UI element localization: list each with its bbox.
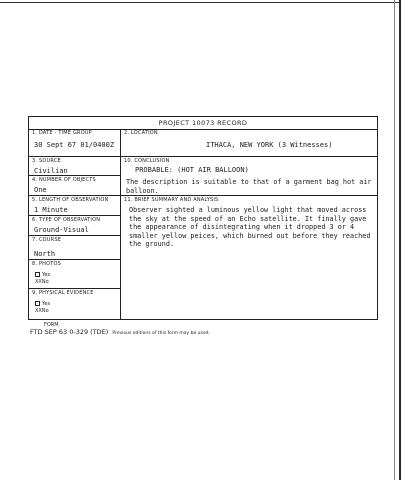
photos-no-option [29,279,120,286]
course-value: North [34,250,56,258]
date-time-group-label: 1. DATE - TIME GROUP [32,130,92,136]
physical-evidence-no-label: XXNo [35,308,49,314]
length-of-observation-value: 1 Minute [34,206,68,214]
type-of-observation-value: Ground-Visual [34,226,89,234]
top-rule [0,2,400,3]
type-of-observation-cell [29,216,120,236]
date-time-group-value: 30 Sept 67 01/0400Z [34,141,115,149]
photos-yes-option [29,272,120,279]
conclusion-label: 10. CONCLUSION [124,158,170,164]
number-of-objects-value: One [34,186,47,194]
form-title: PROJECT 10073 RECORD [29,117,377,130]
footer-form-number [30,328,210,338]
number-of-objects-label: 4. NUMBER OF OBJECTS [32,177,96,183]
physical-evidence-label: 9. PHYSICAL EVIDENCE [32,290,94,296]
photos-cell [29,260,120,289]
form-footer [30,322,210,338]
footer-form-word: FORM [44,322,59,328]
page-edge-inner [394,0,395,480]
type-of-observation-label: 6. TYPE OF OBSERVATION [32,217,101,223]
checkbox-icon [35,272,40,277]
source-label: 3. SOURCE [32,158,61,164]
course-cell [29,236,120,260]
form-id: FTD SEP 63 0-329 (TDE) [30,328,109,336]
location-value: ITHACA, NEW YORK (3 Witnesses) [206,141,333,149]
conclusion-cell [121,157,378,196]
physical-evidence-yes-label: Yes [42,301,51,307]
checkbox-icon [35,301,40,306]
photos-yes-label: Yes [42,272,51,278]
conclusion-value: PROBABLE: (HOT AIR BALLOON) [135,166,249,174]
length-of-observation-cell [29,196,120,216]
record-form [28,116,378,320]
source-value: Civilian [34,167,68,175]
date-time-group-cell [29,129,120,157]
physical-evidence-yes-option [29,301,120,308]
course-label: 7. COURSE [32,237,62,243]
brief-summary-cell [121,196,378,320]
brief-summary-text: Observer sighted a luminous yellow light that moved across the sky at the speed of an Echo satellite. It finally gave the appearance of disintegrating when it dropped 3 or 4 smaller yellow peices, which burned out before they reached the ground. [129,206,371,248]
location-cell [121,129,378,157]
number-of-objects-cell [29,176,120,196]
source-cell [29,157,120,176]
footer-note: Previous editions of this form may be used. [112,331,210,336]
physical-evidence-cell [29,289,120,320]
location-label: 2. LOCATION [124,130,158,136]
length-of-observation-label: 5. LENGTH OF OBSERVATION [32,197,109,203]
physical-evidence-no-option [29,308,120,315]
page-edge [399,0,401,480]
photos-label: 8. PHOTOS [32,261,62,267]
conclusion-note: The description is suitable to that of a garment bag hot air balloon. [126,178,372,195]
photos-no-label: XXNo [35,279,49,285]
brief-summary-label: 11. BRIEF SUMMARY AND ANALYSIS [124,197,219,203]
